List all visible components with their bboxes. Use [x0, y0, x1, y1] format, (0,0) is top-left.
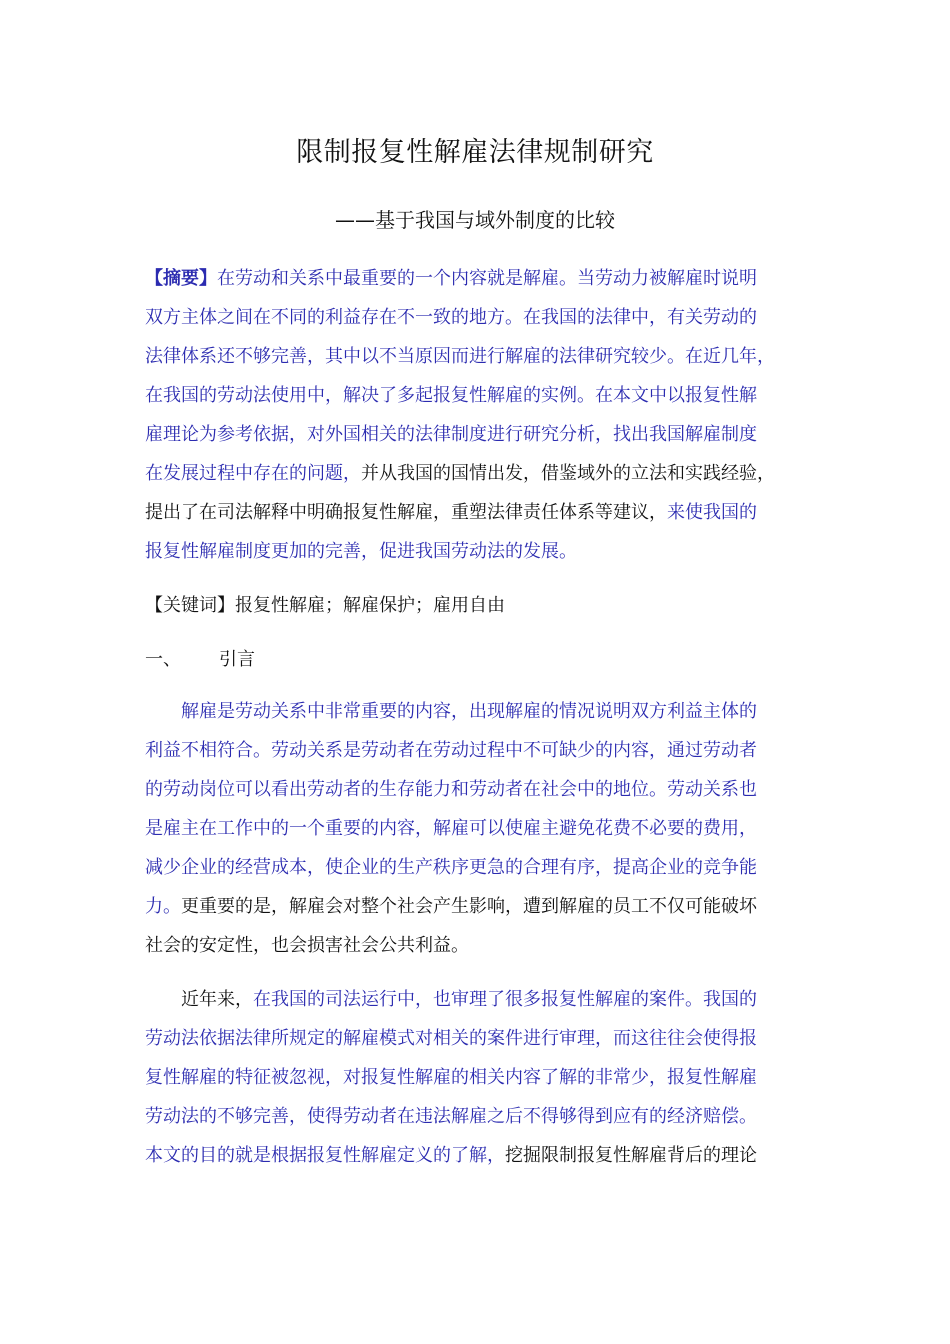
abstract-text: 来使我国的 — [667, 502, 757, 523]
paragraph-text: 挖掘限制报复性解雇背后的理论 — [505, 1145, 757, 1166]
abstract-line-7 — [145, 498, 757, 524]
abstract-text: 提出了在司法解释中明确报复性解雇，重塑法律责任体系等建议， — [145, 502, 667, 523]
abstract-line-5: 雇理论为参考依据，对外国相关的法律制度进行研究分析，找出我国解雇制度 — [145, 424, 757, 445]
abstract-line-1 — [145, 264, 757, 290]
paragraph-1-line-5: 减少企业的经营成本，使企业的生产秩序更急的合理有序，提高企业的竞争能 — [145, 857, 757, 878]
paragraph-1-line-6 — [145, 892, 757, 918]
abstract-line-3: 法律体系还不够完善，其中以不当原因而进行解雇的法律研究较少。在近几年， — [145, 346, 775, 367]
paragraph-2-line-4: 劳动法的不够完善，使得劳动者在违法解雇之后不得够得到应有的经济赔偿。 — [145, 1106, 757, 1127]
paragraph-2-line-3: 复性解雇的特征被忽视，对报复性解雇的相关内容了解的非常少，报复性解雇 — [145, 1067, 757, 1088]
paragraph-text: 本文的目的就是根据报复性解雇定义的了解， — [145, 1145, 505, 1166]
paragraph-text: 力。 — [145, 896, 181, 917]
paragraph-2-line-2: 劳动法依据法律所规定的解雇模式对相关的案件进行审理，而这往往会使得报 — [145, 1028, 757, 1049]
abstract-text: 在劳动和关系中最重要的一个内容就是解雇。当劳动力被解雇时说明 — [217, 268, 757, 289]
abstract-line-4: 在我国的劳动法使用中，解决了多起报复性解雇的实例。在本文中以报复性解 — [145, 385, 757, 406]
abstract-text: 在发展过程中存在的问题， — [145, 463, 361, 484]
paragraph-text: 在我国的司法运行中，也审理了很多报复性解雇的案件。我国的 — [253, 989, 757, 1010]
paragraph-1-line-3: 的劳动岗位可以看出劳动者的生存能力和劳动者在社会中的地位。劳动关系也 — [145, 779, 757, 800]
section-heading — [145, 645, 255, 671]
paragraph-text: 更重要的是，解雇会对整个社会产生影响，遭到解雇的员工不仅可能破坏 — [181, 896, 757, 917]
paragraph-1-line-1: 解雇是劳动关系中非常重要的内容，出现解雇的情况说明双方利益主体的 — [181, 701, 757, 722]
paragraph-1-line-2: 利益不相符合。劳动关系是劳动者在劳动过程中不可缺少的内容，通过劳动者 — [145, 740, 757, 761]
paragraph-2-line-5 — [145, 1141, 757, 1167]
paragraph-1-line-7: 社会的安定性，也会损害社会公共利益。 — [145, 935, 469, 956]
paragraph-1-line-4: 是雇主在工作中的一个重要的内容，解雇可以使雇主避免花费不必要的费用， — [145, 818, 757, 839]
abstract-label: 【摘要】 — [145, 268, 217, 289]
section-number: 一、 — [145, 649, 181, 670]
document-title: 限制报复性解雇法律规制研究 — [296, 137, 654, 168]
abstract-text: 并从我国的国情出发，借鉴域外的立法和实践经验， — [361, 463, 775, 484]
section-title: 引言 — [219, 649, 255, 670]
paragraph-2-line-1 — [181, 985, 757, 1011]
abstract-line-8: 报复性解雇制度更加的完善，促进我国劳动法的发展。 — [145, 541, 577, 562]
abstract-line-6 — [145, 459, 775, 485]
abstract-line-2: 双方主体之间在不同的利益存在不一致的地方。在我国的法律中，有关劳动的 — [145, 307, 757, 328]
document-subtitle: ——基于我国与域外制度的比较 — [335, 208, 615, 232]
keywords: 【关键词】报复性解雇；解雇保护；雇用自由 — [145, 595, 505, 616]
paragraph-text: 近年来， — [181, 989, 253, 1010]
